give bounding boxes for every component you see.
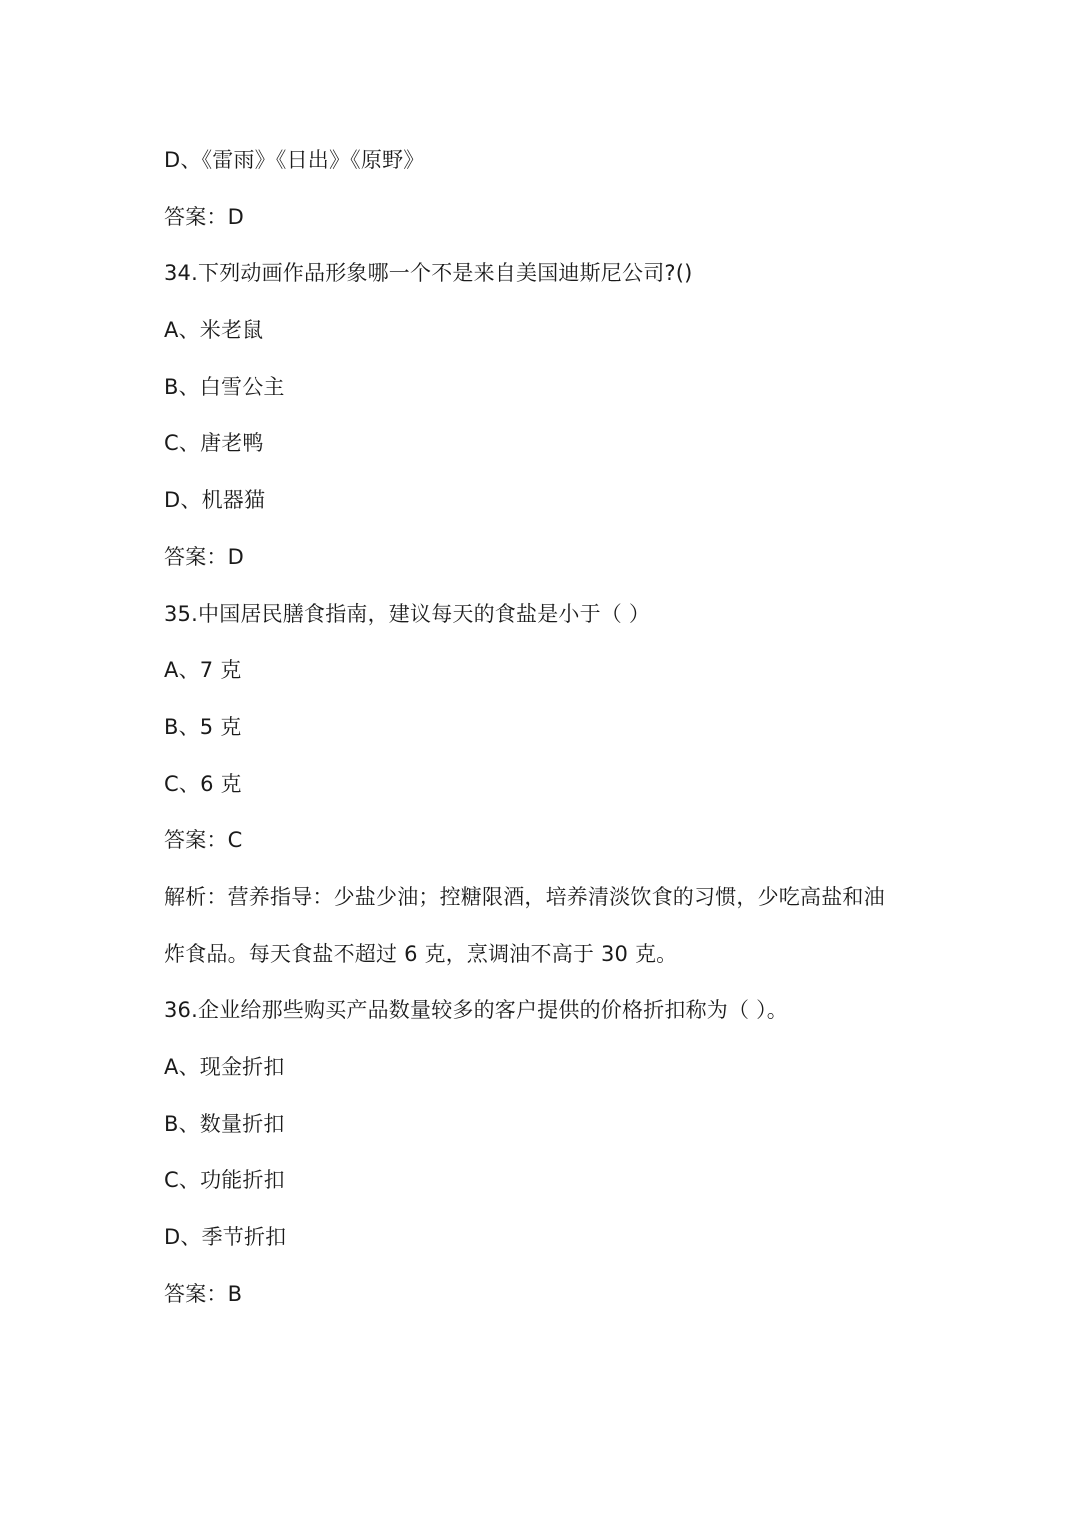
option-d-q34: D、机器猫 [164,488,266,513]
answer-q34: 答案：D [164,544,244,569]
option-d-q33: D、《雷雨》《日出》《原野》 [164,148,425,172]
option-a-q36: A、现金折扣 [164,1055,285,1079]
option-c-q36: C、功能折扣 [164,1168,285,1193]
answer-q33: 答案：D [164,204,244,229]
question-36: 36.企业给那些购买产品数量较多的客户提供的价格折扣称为（ ）。 [164,998,788,1023]
answer-q35: 答案：C [164,828,243,853]
option-a-q34: A、米老鼠 [164,318,264,343]
option-d-q36: D、季节折扣 [164,1225,287,1250]
option-c-q35: C、6 克 [164,771,242,796]
question-34: 34.下列动画作品形象哪一个不是来自美国迪斯尼公司?() [164,261,693,286]
option-a-q35: A、7 克 [164,658,242,683]
answer-q36: 答案：B [164,1281,243,1306]
document-content [164,140,924,1330]
question-35: 35.中国居民膳食指南，建议每天的食盐是小于（ ） [164,601,651,626]
option-b-q34: B、白雪公主 [164,374,285,399]
option-b-q35: B、5 克 [164,714,242,739]
option-b-q36: B、数量折扣 [164,1111,285,1136]
explanation-q35-line-1: 解析：营养指导：少盐少油；控糖限酒，培养清淡饮食的习惯，少吃高盐和油 [164,884,885,909]
option-c-q34: C、唐老鸭 [164,431,264,456]
explanation-q35-line-2: 炸食品。每天食盐不超过 6 克，烹调油不高于 30 克。 [164,941,678,966]
